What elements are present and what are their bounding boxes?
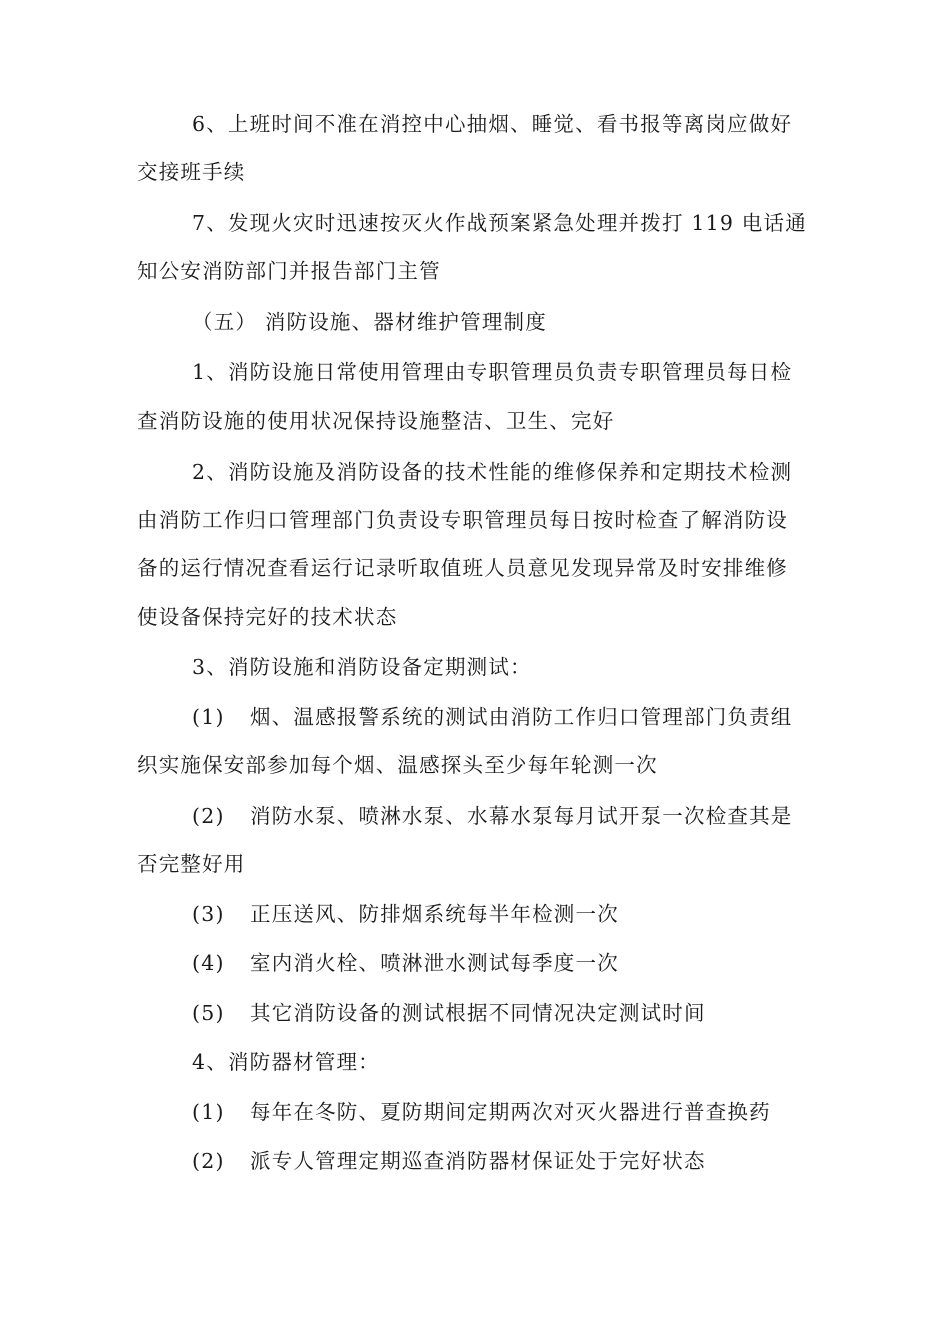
list-item	[192, 703, 882, 731]
item-text: 室内消火栓、喷淋泄水测试每季度一次	[250, 951, 619, 975]
list-item	[192, 1098, 882, 1126]
paragraph-line: 由消防工作归口管理部门负责设专职管理员每日按时检查了解消防设	[137, 508, 788, 532]
paragraph-line: 3、消防设施和消防设备定期测试：	[192, 655, 532, 679]
item-number: (2)	[192, 1149, 225, 1173]
paragraph-line: 1、消防设施日常使用管理由专职管理员负责专职管理员每日检	[192, 360, 793, 384]
paragraph-line: 织实施保安部参加每个烟、温感探头至少每年轮测一次	[137, 753, 658, 777]
list-item	[192, 802, 882, 830]
item-number: (1)	[192, 1100, 225, 1124]
section-heading: （五） 消防设施、器材维护管理制度	[192, 310, 547, 334]
paragraph-line: 6、上班时间不准在消控中心抽烟、睡觉、看书报等离岗应做好	[192, 112, 793, 136]
paragraph-line: 知公安消防部门并报告部门主管	[137, 259, 441, 283]
item-number: (3)	[192, 902, 225, 926]
paragraph-line: 4、消防器材管理：	[192, 1050, 380, 1074]
list-item	[192, 900, 882, 928]
item-text: 消防水泵、喷淋水泵、水幕水泵每月试开泵一次检查其是	[250, 804, 793, 828]
item-text: 正压送风、防排烟系统每半年检测一次	[250, 902, 619, 926]
list-item	[192, 1147, 882, 1175]
list-item	[192, 999, 882, 1027]
item-number: (4)	[192, 951, 225, 975]
item-text: 烟、温感报警系统的测试由消防工作归口管理部门负责组	[250, 705, 793, 729]
paragraph-line: 查消防设施的使用状况保持设施整洁、卫生、完好	[137, 409, 615, 433]
paragraph-line: 交接班手续	[137, 160, 246, 184]
paragraph-line: 否完整好用	[137, 852, 246, 876]
paragraph-line: 2、消防设施及消防设备的技术性能的维修保养和定期技术检测	[192, 460, 793, 484]
list-item	[192, 949, 882, 977]
item-text: 派专人管理定期巡查消防器材保证处于完好状态	[250, 1149, 706, 1173]
item-number: (2)	[192, 804, 225, 828]
paragraph-line: 使设备保持完好的技术状态	[137, 605, 398, 629]
item-text: 每年在冬防、夏防期间定期两次对灭火器进行普查换药	[250, 1100, 771, 1124]
paragraph-line: 备的运行情况查看运行记录听取值班人员意见发现异常及时安排维修	[137, 556, 788, 580]
item-number: (5)	[192, 1001, 225, 1025]
paragraph-line: 7、发现火灾时迅速按灭火作战预案紧急处理并拨打 119 电话通	[192, 211, 807, 235]
item-number: (1)	[192, 705, 225, 729]
item-text: 其它消防设备的测试根据不同情况决定测试时间	[250, 1001, 706, 1025]
